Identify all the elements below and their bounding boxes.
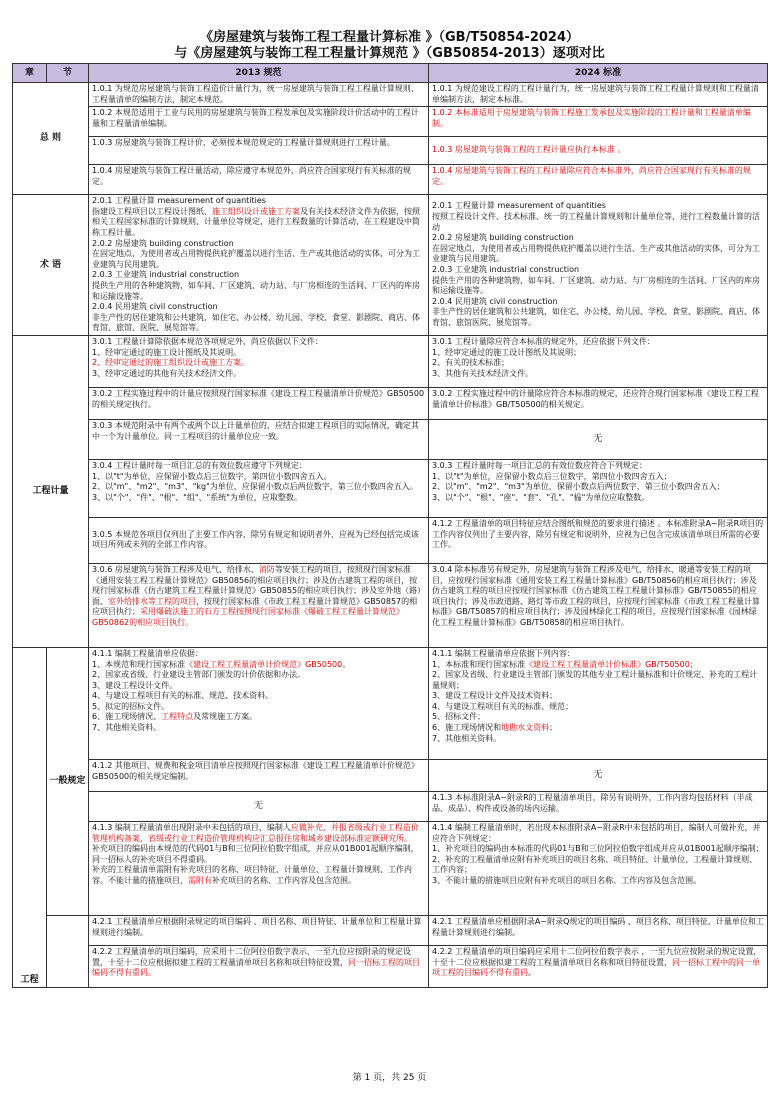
cell-text: 4.2.2 工程量清单的项目编码应采用十二位阿拉伯数字表示 ，一至九位应按附录的规定设置，十至十二位应根据拟建工程的工程量清单项目名称和项目特征设置， bbox=[432, 946, 762, 967]
table-row bbox=[13, 459, 768, 517]
cell-2013 bbox=[89, 759, 429, 791]
highlighted-text: 工程特点 bbox=[161, 712, 194, 722]
cell-text: 2.0.3 工业建筑 industrial construction bbox=[92, 270, 240, 280]
cell-text: 3.0.2 工程实施过程中的计量除应符合本标准的规定，还应符合现行国家标准《建设工程工程量清单计价标准》GB/T50500的相关规定。 bbox=[432, 388, 759, 409]
cell-text: 1.0.3 房屋建筑与装饰工程计价，必须按本规范规定的工程量计算规则进行工程计量。 bbox=[92, 138, 395, 148]
table-row bbox=[13, 915, 768, 945]
header-2013: 2013 规范 bbox=[89, 64, 429, 83]
cell-text: 2.0.2 房屋建筑 building construction bbox=[432, 233, 574, 243]
cell-text: 2、以"m"、"m2"、"m3"、"kg"为单位，应保留小数点后两位数字，第三位小数四舍五入。 bbox=[92, 482, 418, 492]
cell-text: 4.1.4 编制工程量清单时，若出现本标准附录A~附录R中未包括的项目，编制人可做补充，并应符合下列规定： bbox=[432, 822, 761, 843]
cell-2024 bbox=[429, 915, 768, 945]
cell-text: 提供生产用的各种建筑物，如车间、厂区建筑、动力站、与厂房相连的生活间、厂区内的库房和运输设施等。 bbox=[92, 280, 420, 301]
cell-text: 2.0.4 民用建筑 civil construction bbox=[92, 302, 218, 312]
cell-text: 1.0.4 房屋建筑与装饰工程计量活动，除应遵守本规范外，尚应符合国家现行有关标准的规定。 bbox=[92, 166, 411, 186]
cell-text: 。 bbox=[528, 968, 536, 978]
highlighted-text: 《建设工程工程量清单计价规范》GB50500 bbox=[185, 659, 343, 669]
cell-2024 bbox=[429, 165, 768, 195]
cell-text: 4.1.2 其他项目、规费和税金项目清单应按照现行国家标准《建设工程工程量清单计价规范》GB50500的相关规定编制。 bbox=[92, 760, 419, 781]
cell-2024 bbox=[429, 563, 768, 647]
chapter-measure: 工程计量 bbox=[13, 335, 89, 647]
cell-text: 非生产性的居住建筑和公共建筑，如住宅、办公楼、幼儿园、学校、食堂、影剧院、商店、体育馆、旅馆、医院、展览馆等。 bbox=[92, 312, 420, 333]
cell-text: 非生产性的居住建筑和公共建筑，如住宅、办公楼、幼儿园、学校、食堂、影剧院、商店、体育馆、旅馆医院、展览馆等。 bbox=[432, 307, 760, 328]
cell-2013 bbox=[89, 419, 429, 459]
cell-2013 bbox=[89, 821, 429, 915]
cell-text: 等安装工程的项目，按照现行国家标准《通用安装工程工程量计算规范》GB50856的相应项目执行；涉及仿古建筑工程的项目，按现行国家标准《仿古建筑工程工程量计算规范》GB50855的相应项目执行；涉及室外地（路）面、 bbox=[92, 564, 422, 606]
table-row bbox=[13, 107, 768, 137]
table-row bbox=[13, 647, 768, 759]
cell-text: 及常规施工方案。 bbox=[193, 712, 258, 722]
cell-text: 1、以"t"为单位，应保留小数点后三位数字，第四位小数四舍五入。 bbox=[92, 471, 332, 481]
cell-text: 1、本规范和现行国家标准 bbox=[92, 659, 186, 669]
cell-2013 bbox=[89, 387, 429, 419]
chapter-list-cell bbox=[13, 647, 47, 987]
cell-text: 补充项目的编码由本规范的代码01与B和三位阿拉伯数字组成，并应从01B001起顺序编制，同一招标人的补充项目不得重码。 bbox=[92, 844, 419, 864]
cell-2024 bbox=[429, 83, 768, 107]
cell-2024 bbox=[429, 459, 768, 517]
cell-text: 2、国家及省级、行业建设主管部门颁发的其他专业工程计量标准和计价规定、补充的工程计量规则； bbox=[432, 670, 758, 690]
cell-text: 4.2.2 工程量清单的项目编码，应采用十二位阿拉伯数字表示，一至九位应按附录的规定设置，十至十二位应根据拟建工程的工程量清单项目名称和项目特征设置， bbox=[92, 946, 411, 967]
cell-text: 2.0.4 民用建筑 civil construction bbox=[432, 296, 558, 306]
highlighted-text: 需附有 bbox=[188, 875, 212, 885]
cell-text: 1、补充项目的编码由本标准的代码01与B和三位阿拉伯数字组成并应从01B001起顺序编制； bbox=[432, 844, 764, 854]
cell-2024 bbox=[429, 335, 768, 387]
cell-2013 bbox=[89, 83, 429, 107]
cell-2013-none: 无 bbox=[89, 791, 429, 821]
highlighted-text: 施工组织设计或施工方案 bbox=[212, 206, 300, 216]
highlighted-text: 室外给排水等工程的项目 bbox=[108, 596, 196, 606]
highlighted-text: 同一招标工程中的同一单项工程的目编码不得有重码 bbox=[432, 957, 760, 978]
cell-2024-none: 无 bbox=[429, 759, 768, 791]
table-row bbox=[13, 821, 768, 915]
cell-text: 3、不能计量的措施项目应附有补充项目的项目名称、工作内容及包含范围。 bbox=[432, 875, 702, 885]
cell-2024 bbox=[429, 387, 768, 419]
chapter-general: 总 则 bbox=[13, 83, 89, 195]
cell-text: 1、以"t"为单位，应保留小数点后三位数字，第四位小数四舍五入； bbox=[432, 471, 672, 481]
highlighted-text: 采用爆破法施工的石方工程按照现行国家标准《爆破工程工程量计算规范》GB50862的相应项目执行。 bbox=[92, 607, 404, 627]
table-row bbox=[13, 517, 768, 563]
cell-text: 1.0.1 为规范房屋建筑与装饰工程造价计量行为，统一房屋建筑与装饰工程工程量计算规则、工程量清单的编制方法，制定本规范。 bbox=[92, 84, 419, 104]
cell-2013 bbox=[89, 165, 429, 195]
section-blank bbox=[47, 915, 89, 987]
cell-text: 7、其他相关资料。 bbox=[92, 723, 162, 733]
highlighted-text: 地勘水文资料 bbox=[501, 723, 550, 733]
cell-text: 5、拟定的招标文件。 bbox=[92, 701, 170, 711]
cell-text: 3.0.1 工程量计算除依据本规范各项规定外，尚应依据以下文件： bbox=[92, 336, 323, 346]
cell-text: 6、施工现场情况、 bbox=[92, 712, 162, 722]
cell-2013 bbox=[89, 459, 429, 517]
cell-text: 3、经审定通过的其他有关技术经济文件。 bbox=[92, 368, 242, 378]
cell-text: 1、经审定通过的施工设计图纸及其说明。 bbox=[92, 347, 242, 357]
cell-text: 3、其他有关技术经济文件。 bbox=[432, 368, 534, 378]
highlighted-text: 《建设工程工程量清单计价标准》GB/T50500； bbox=[525, 659, 698, 669]
cell-text: 2、以"m"、"m2"、"m3"为单位，保留小数点后两位数字，第三位小数四舍五入； bbox=[432, 482, 725, 492]
cell-text: 7、其他相关资料。 bbox=[432, 733, 502, 743]
cell-text: 补充的工程量清单需附有补充项目的名称、项目特征、计量单位、工程量计算规则、工作内容。不能计量的措施项目， bbox=[92, 865, 412, 885]
cell-text: 按照工程设计文件、技术标准、统一的工程量计算规则和计量单位等，进行工程数量计算的活动 bbox=[432, 212, 760, 232]
table-row bbox=[13, 195, 768, 336]
cell-text: 4.2.1 工程量清单应根据附录A~附录Q规定的项目编码 、项目名称、项目特征、计量单位和工程量计算规则进行编制。 bbox=[432, 916, 764, 937]
cell-text: 4.1.3 编制工程量清单出现附录中未包括的项目，编制人 bbox=[92, 822, 291, 832]
cell-text: 3.0.1 工程计量除应符合本标准的规定外，还应依据下列文件： bbox=[432, 336, 655, 346]
cell-text: 3.0.6 房屋建筑与装饰工程涉及电气、给排水、 bbox=[92, 564, 259, 574]
cell-text: 3.0.2 工程实施过程中的计量应按照现行国家标准《建设工程工程量清单计价规范》GB50500的相关规定执行。 bbox=[92, 388, 425, 409]
table-row bbox=[13, 165, 768, 195]
cell-2013 bbox=[89, 335, 429, 387]
cell-text: 指建设工程项目以工程设计图纸、 bbox=[92, 206, 212, 216]
table-row bbox=[13, 563, 768, 647]
cell-text: 3、以"个"、"根"、"座"、"套"、"孔"、"榀"为单位应取整数。 bbox=[432, 492, 650, 502]
cell-text: 4.1.2 工程量清单的项目特征应结合图纸和规范的要求进行描述 。本标准附录A~附录R项目的工作内容仅列出了主要内容，除另有规定和说明外，应视为已包含完成该清单项目所需的必要工作。 bbox=[432, 518, 764, 550]
cell-text: 及有关技术经济文件为依据，按照相关工程国家标准的计算规则、计量单位等规定，进行工程数量的计算活动，在工程建设中简称工程计量。 bbox=[92, 206, 420, 237]
highlighted-text: 同一招标工程的项目编码不得有重码。 bbox=[92, 957, 420, 978]
cell-2024 bbox=[429, 517, 768, 563]
cell-text: 2.0.1 工程量计算 measurement of quantities bbox=[432, 201, 606, 211]
cell-text: 2.0.3 工业建筑 industrial construction bbox=[432, 265, 580, 275]
header-section: 节 bbox=[47, 64, 89, 83]
document-title-line-2: 与《房屋建筑与装饰工程工程量计算规范 》（GB50854-2013）逐项对比 bbox=[174, 46, 605, 61]
table-row bbox=[13, 945, 768, 987]
cell-text: 4.1.1 编制工程量清单应依据下列内容： bbox=[432, 648, 575, 658]
table-row bbox=[13, 83, 768, 107]
cell-2024 bbox=[429, 945, 768, 987]
cell-text: 3、以"个"、"件"、"根"、"组"、"系统"为单位，应取整数。 bbox=[92, 492, 302, 502]
table-row bbox=[13, 137, 768, 165]
page-footer: 第 1 页，共 25 页 bbox=[352, 1073, 427, 1083]
cell-text: 5、招标文件； bbox=[432, 712, 486, 722]
cell-2013 bbox=[89, 945, 429, 987]
highlighted-text: 消防 bbox=[258, 564, 275, 574]
chapter-terms: 术 语 bbox=[13, 195, 89, 336]
cell-text: 3.0.4 工程计量时每一项目汇总的有效位数应遵守下列规定： bbox=[92, 460, 307, 470]
table-row bbox=[13, 335, 768, 387]
highlighted-text: 1.0.4 房屋建筑与装饰工程的工程计量除应符合本标准外，尚应符合国家现行有关标准的规定。 bbox=[432, 166, 751, 186]
cell-text: 3.0.3 工程计量时每一项目汇总的有效位数应符合下列规定： bbox=[432, 460, 647, 470]
header-chapter: 章 bbox=[13, 64, 47, 83]
cell-2024 bbox=[429, 107, 768, 137]
cell-text: 3、建设工程设计文件及技术资料； bbox=[432, 691, 558, 701]
document-title-line-1: 《房屋建筑与装饰工程工程量计算标准 》（GB/T50854-2024） bbox=[199, 30, 580, 45]
cell-2013 bbox=[89, 137, 429, 165]
cell-text: 1.0.2 本规范适用于工业与民用的房屋建筑与装饰工程发承包及实施阶段计价活动中的工程计量和工程量清单编制。 bbox=[92, 108, 419, 128]
cell-text: 4、与建设工程项目有关的标准、规范； bbox=[432, 701, 574, 711]
cell-text: 3、建设工程设计文件。 bbox=[92, 680, 178, 690]
cell-text: 2、有关的技术标准； bbox=[432, 358, 510, 368]
cell-text: ，按现行国家标准《市政工程工程量计算规范》GB50857的相应项目执行； bbox=[92, 596, 418, 617]
cell-2013 bbox=[89, 107, 429, 137]
table-header-row bbox=[13, 64, 768, 83]
cell-2024 bbox=[429, 791, 768, 821]
cell-text: 2.0.2 房屋建筑 building construction bbox=[92, 238, 234, 248]
cell-text: 4.2.1 工程量清单应根据附录规定的项目编码 、项目名称、项目特征、计量单位和工程量计算规则进行编制。 bbox=[92, 916, 422, 937]
table-row bbox=[13, 759, 768, 791]
cell-text: 1、经审定通过的施工设计图纸及其说明； bbox=[432, 347, 582, 357]
cell-text: 。 bbox=[342, 659, 351, 669]
section-general: 一般规定 bbox=[47, 647, 89, 915]
cell-text: 2、补充的工程量清单应附有补充项目的项目名称、项目特征、计量单位、工程量计算规则、工作内容； bbox=[432, 854, 758, 875]
cell-2024 bbox=[429, 647, 768, 759]
cell-text: 提供生产用的各种建筑物，如车间、厂区建筑、动力站、与厂房相连的生活间、厂区内的库房和运输设施等。 bbox=[432, 275, 760, 296]
cell-2024 bbox=[429, 137, 768, 165]
header-2024: 2024 标准 bbox=[429, 64, 768, 83]
highlighted-text: 1.0.3 房屋建筑与装饰工程的工程计量应执行本标准 。 bbox=[432, 145, 626, 155]
cell-2024-none: 无 bbox=[429, 419, 768, 459]
cell-2024 bbox=[429, 195, 768, 336]
cell-text: 3.0.5 本规范各项目仅列出了主要工作内容，除另有规定和说明者外，应视为已经包括完成该项目所列或未列的全部工作内容。 bbox=[92, 529, 419, 550]
cell-2013 bbox=[89, 517, 429, 563]
cell-text: 1、本标准和现行国家标准 bbox=[432, 659, 526, 669]
cell-2024 bbox=[429, 821, 768, 915]
cell-text: 1.0.1 为规范建设工程的工程计量行为，统一房屋建筑与装饰工程工程量计算规则和工程量清单编制方法，制定本标准。 bbox=[432, 84, 759, 104]
table-row bbox=[13, 387, 768, 419]
cell-text: 在固定地点，为使用者或占用物提供庇护覆盖以进行生活、生产或其他活动的实体，可分为工业建筑与民用建筑。 bbox=[432, 243, 760, 264]
highlighted-text: 2、经审定通过的施工组织设计或施工方案。 bbox=[92, 358, 250, 368]
highlighted-text: 1.0.2 本标准适用于房屋建筑与装饰工程施工发承包及实施阶段的工程计量和工程量清单编制。 bbox=[432, 108, 751, 128]
cell-text: 在固定地点，为使用者或占用物提供庇护覆盖以进行生活、生产或其他活动的实体，可分为工业建筑与民用建筑。 bbox=[92, 249, 420, 269]
cell-2013 bbox=[89, 915, 429, 945]
cell-text: 3.0.4 除本标准另有规定外，房屋建筑与装饰工程涉及电气、给排水、暖通等安装工程的项目，应按现行国家标准《通用安装工程工程量计算标准》GB/T50856的相应项目执行；涉及仿古建筑工程的项目应按现行国家标准《仿古建筑工程工程量计算标准》GB/T50855的相应项目执行；涉及市政道路、路灯等市政工程的项目，应按现行国家标准《市政工程工程量计算标准》GB/T50857的相应项目执行；涉及园林绿化工程的项目，应按现行国家标准《园林绿化工程工程量计算标准》GB/T50858的相应项目执行。 bbox=[432, 564, 760, 627]
cell-2013 bbox=[89, 195, 429, 336]
cell-text: 2.0.1 工程量计算 measurement of quantities bbox=[92, 196, 266, 206]
chapter-list: 工程 bbox=[20, 975, 39, 986]
table-row bbox=[13, 419, 768, 459]
cell-text: 4.1.1 编制工程量清单应依据： bbox=[92, 648, 203, 658]
highlighted-text: 应做补充，并报省级或行业工程造价管理机构备案，省级或行业工程造价管理机构应汇总报住房和城乡建设部标准定额研究所。 bbox=[92, 822, 419, 843]
cell-text: ； bbox=[549, 723, 558, 733]
cell-text: 3.0.3 本规范附录中有两个或两个以上计量单位的，应结合拟建工程项目的实际情况，确定其中一个为计量单位。同一工程项目的计量单位应一致。 bbox=[92, 420, 419, 441]
cell-text: 2、国家或省级、行业建设主管部门颁发的计价依据和办法。 bbox=[92, 670, 306, 680]
cell-text: 4、与建设工程项目有关的标准、规范、技术资料。 bbox=[92, 691, 274, 701]
cell-text: 补充项目的名称、工作内容及包含范围。 bbox=[212, 875, 356, 885]
table-row bbox=[13, 791, 768, 821]
cell-2013 bbox=[89, 563, 429, 647]
cell-2013 bbox=[89, 647, 429, 759]
cell-text: 6、施工现场情况和 bbox=[432, 723, 502, 733]
comparison-table bbox=[12, 63, 768, 988]
cell-text: 4.1.3 本标准附录A~附录R的工程量清单项目，除另有说明外，工作内容均包括材料（半成品、成品）、构件或设备的场内运输。 bbox=[432, 792, 753, 813]
